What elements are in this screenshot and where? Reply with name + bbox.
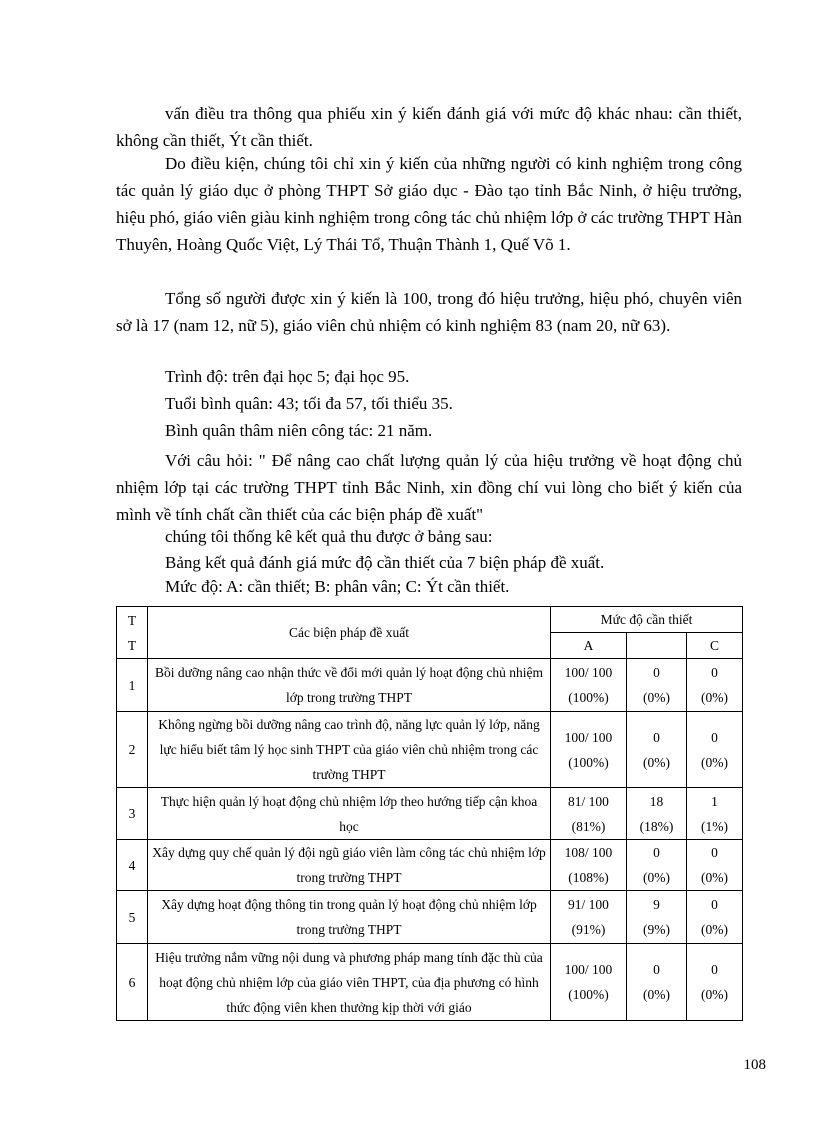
row-value-b: 0 (0%) [627, 840, 687, 891]
row-measure: Bồi dưỡng nâng cao nhận thức về đổi mới quản lý hoạt động chủ nhiệm lớp trong trường THPT [148, 659, 551, 712]
row-value-b: 0 (0%) [627, 659, 687, 712]
row-number: 4 [117, 840, 148, 891]
table-row [117, 712, 743, 788]
row-measure: Thực hiện quản lý hoạt động chủ nhiệm lớp theo hướng tiếp cận khoa học [148, 788, 551, 840]
paragraph-4: Trình độ: trên đại học 5; đại học 95. [165, 367, 410, 386]
row-number: 3 [117, 788, 148, 840]
paragraph-2: Do điều kiện, chúng tôi chỉ xin ý kiến của những người có kinh nghiệm trong công tác quản lý giáo dục ở phòng THPT Sở giáo dục - Đào tạo tỉnh Bắc Ninh, ở hiệu trưởng, hiệu phó, giáo viên giàu kinh nghiệm trong công tác chủ nhiệm lớp ở các trường THPT Hàn Thuyên, Hoàng Quốc Việt, Lý Thái Tổ, Thuận Thành 1, Quế Võ 1. [116, 154, 742, 254]
table-header-row [117, 607, 743, 633]
row-value-c: 0 (0%) [687, 944, 743, 1021]
row-value-c: 0 (0%) [687, 712, 743, 788]
table-row [117, 840, 743, 891]
header-c: C [687, 633, 743, 659]
header-tt: T T [117, 607, 148, 659]
row-measure: Không ngừng bồi dưỡng nâng cao trình độ, năng lực quản lý lớp, năng lực hiểu biết tâm lý học sinh THPT của giáo viên chủ nhiệm trong các trường THPT [148, 712, 551, 788]
paragraph-6: Bình quân thâm niên công tác: 21 năm. [165, 421, 433, 440]
level-legend: Mức độ: A: cần thiết; B: phân vân; C: Ýt cần thiết. [165, 577, 510, 596]
row-number: 5 [117, 891, 148, 944]
paragraph-7: Với câu hỏi: " Để nâng cao chất lượng quản lý của hiệu trưởng về hoạt động chủ nhiệm lớp tại các trường THPT tỉnh Bắc Ninh, xin đồng chí vui lòng cho biết ý kiến của mình về tính chất cần thiết của các biện pháp đề xuất" [116, 451, 742, 524]
header-measure: Các biện pháp đề xuất [148, 607, 551, 659]
row-value-b: 0 (0%) [627, 944, 687, 1021]
table-row [117, 659, 743, 712]
paragraph-8: chúng tôi thống kê kết quả thu được ở bảng sau: [165, 527, 493, 546]
header-b [627, 633, 687, 659]
table-row [117, 788, 743, 840]
row-number: 2 [117, 712, 148, 788]
row-value-b: 9 (9%) [627, 891, 687, 944]
paragraph-5: Tuổi bình quân: 43; tối đa 57, tối thiểu 35. [165, 394, 453, 413]
row-value-a: 91/ 100 (91%) [551, 891, 627, 944]
table-caption: Bảng kết quả đánh giá mức độ cần thiết của 7 biện pháp đề xuất. [165, 553, 605, 572]
row-measure: Xây dựng quy chế quản lý đội ngũ giáo viên làm công tác chủ nhiệm lớp trong trường THPT [148, 840, 551, 891]
header-a: A [551, 633, 627, 659]
row-value-a: 81/ 100 (81%) [551, 788, 627, 840]
row-value-c: 0 (0%) [687, 891, 743, 944]
row-measure: Hiệu trưởng nắm vững nội dung và phương pháp mang tính đặc thù của hoạt động chủ nhiệm lớp của giáo viên THPT, của địa phương có hình thức động viên khen thưởng kịp thời với giáo [148, 944, 551, 1021]
row-value-b: 0 (0%) [627, 712, 687, 788]
row-value-c: 0 (0%) [687, 659, 743, 712]
row-number: 6 [117, 944, 148, 1021]
row-number: 1 [117, 659, 148, 712]
table-row [117, 891, 743, 944]
row-measure: Xây dựng hoạt động thông tin trong quản lý hoạt động chủ nhiệm lớp trong trường THPT [148, 891, 551, 944]
row-value-a: 100/ 100 (100%) [551, 712, 627, 788]
row-value-a: 100/ 100 (100%) [551, 944, 627, 1021]
row-value-c: 1 (1%) [687, 788, 743, 840]
row-value-c: 0 (0%) [687, 840, 743, 891]
paragraph-1: vấn điều tra thông qua phiếu xin ý kiến đánh giá với mức độ khác nhau: cần thiết, không cần thiết, Ýt cần thiết. [116, 104, 742, 150]
header-level: Mức độ cần thiết [551, 607, 743, 633]
measures-table [116, 606, 743, 1021]
paragraph-3: Tổng số người được xin ý kiến là 100, trong đó hiệu trưởng, hiệu phó, chuyên viên sở là 17 (nam 12, nữ 5), giáo viên chủ nhiệm có kinh nghiệm 83 (nam 20, nữ 63). [116, 289, 742, 335]
row-value-b: 18 (18%) [627, 788, 687, 840]
row-value-a: 100/ 100 (100%) [551, 659, 627, 712]
row-value-a: 108/ 100 (108%) [551, 840, 627, 891]
table-row [117, 944, 743, 1021]
page-number: 108 [743, 1057, 766, 1073]
